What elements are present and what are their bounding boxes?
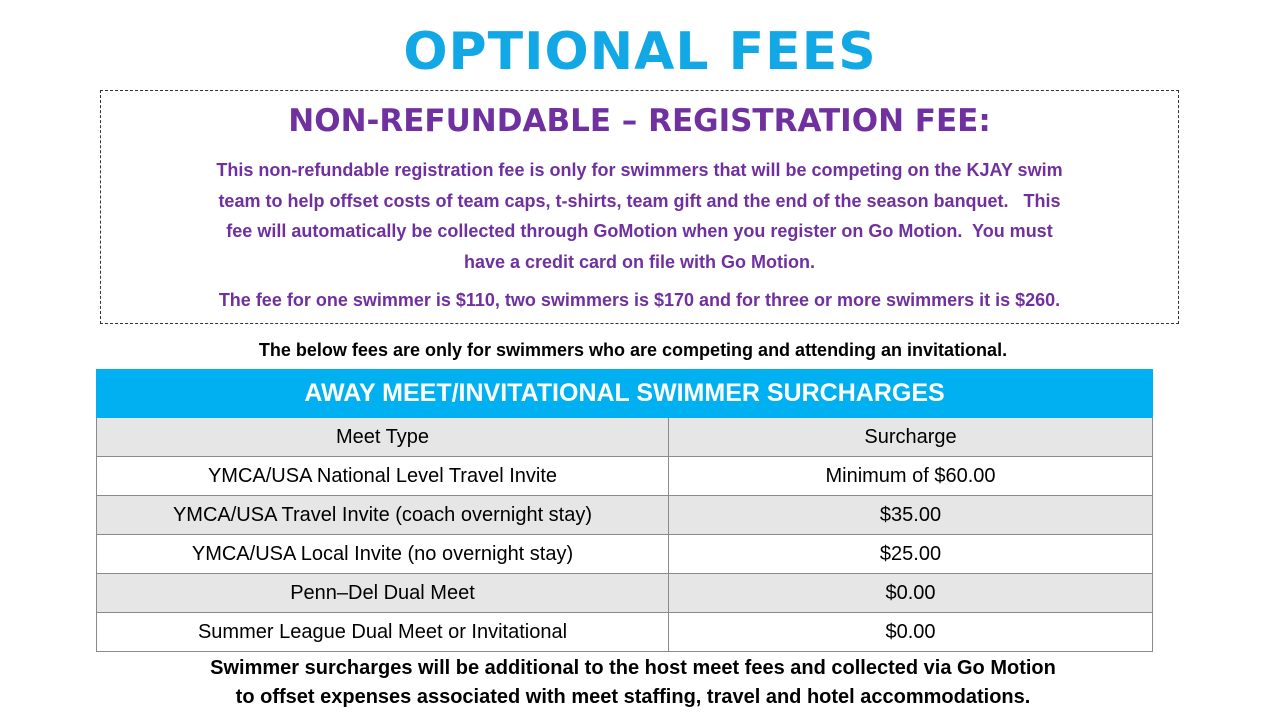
surcharge-cell: $0.00 bbox=[669, 613, 1153, 652]
meet-type-cell: YMCA/USA Local Invite (no overnight stay) bbox=[97, 535, 669, 574]
table-row bbox=[97, 613, 1153, 652]
registration-description bbox=[111, 155, 1168, 277]
surcharge-table-title: AWAY MEET/INVITATIONAL SWIMMER SURCHARGES bbox=[97, 370, 1153, 418]
table-row bbox=[97, 496, 1153, 535]
meet-type-cell: YMCA/USA National Level Travel Invite bbox=[97, 457, 669, 496]
table-row bbox=[97, 457, 1153, 496]
meet-type-cell: YMCA/USA Travel Invite (coach overnight stay) bbox=[97, 496, 669, 535]
footnote-line-1: Swimmer surcharges will be additional to the host meet fees and collected via Go Motion bbox=[210, 657, 1056, 679]
column-header-meet-type: Meet Type bbox=[97, 418, 669, 457]
registration-fee-box bbox=[100, 90, 1179, 324]
surcharge-cell: $35.00 bbox=[669, 496, 1153, 535]
surcharge-footnote bbox=[0, 654, 1266, 712]
surcharge-table-title-row bbox=[97, 370, 1153, 418]
surcharge-cell: $25.00 bbox=[669, 535, 1153, 574]
column-header-surcharge: Surcharge bbox=[669, 418, 1153, 457]
registration-line-3: fee will automatically be collected through GoMotion when you register on Go Motion. You must bbox=[226, 221, 1053, 241]
registration-fee-amounts: The fee for one swimmer is $110, two swimmers is $170 and for three or more swimmers it is $260. bbox=[218, 290, 1061, 310]
surcharge-cell: $0.00 bbox=[669, 574, 1153, 613]
registration-heading: NON-REFUNDABLE – REGISTRATION FEE: bbox=[288, 103, 991, 139]
table-row bbox=[97, 535, 1153, 574]
meet-type-cell: Summer League Dual Meet or Invitational bbox=[97, 613, 669, 652]
table-row bbox=[97, 574, 1153, 613]
surcharge-cell: Minimum of $60.00 bbox=[669, 457, 1153, 496]
registration-line-1: This non-refundable registration fee is only for swimmers that will be competing on the KJAY swim bbox=[216, 160, 1063, 180]
surcharge-table-header-row bbox=[97, 418, 1153, 457]
invitational-note: The below fees are only for swimmers who are competing and attending an invitational. bbox=[258, 340, 1008, 360]
surcharge-table bbox=[96, 369, 1153, 652]
registration-line-4: have a credit card on file with Go Motion. bbox=[463, 251, 816, 272]
page-title: OPTIONAL FEES bbox=[403, 22, 877, 82]
registration-line-2: team to help offset costs of team caps, t-shirts, team gift and the end of the season banquet. This bbox=[218, 190, 1061, 211]
footnote-line-2: to offset expenses associated with meet staffing, travel and hotel accommodations. bbox=[235, 686, 1031, 708]
meet-type-cell: Penn–Del Dual Meet bbox=[97, 574, 669, 613]
